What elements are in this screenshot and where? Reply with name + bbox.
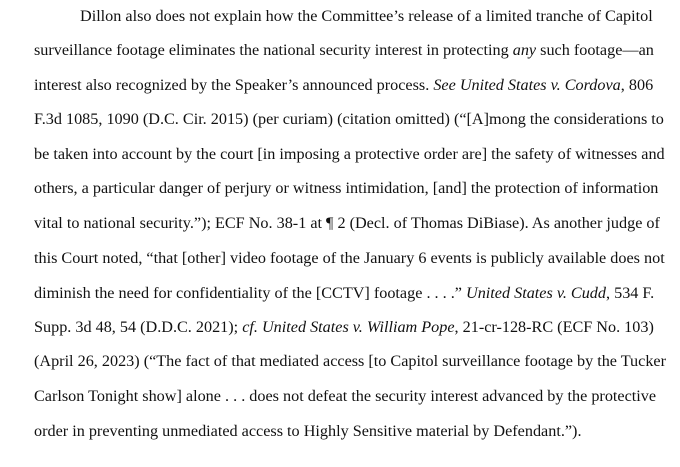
italic-text-run: cf. United States v. William Pope bbox=[242, 318, 455, 336]
text-run: , 21-cr-128-RC (ECF No. 103) bbox=[454, 318, 654, 336]
text-run: order in preventing unmediated access to Highly Sensitive material by Defendant.”). bbox=[34, 422, 582, 440]
text-line bbox=[34, 283, 654, 303]
text-line bbox=[34, 109, 664, 129]
text-line bbox=[80, 6, 653, 26]
text-run: be taken into account by the court [in imposing a protective order are] the safety of witnesses and bbox=[34, 145, 665, 163]
text-run: Dillon also does not explain how the Committee’s release of a limited tranche of Capitol bbox=[80, 7, 653, 25]
text-run: interest also recognized by the Speaker’s announced process. bbox=[34, 76, 434, 94]
text-line bbox=[34, 75, 653, 95]
text-line bbox=[34, 40, 654, 60]
text-line bbox=[34, 351, 666, 371]
text-run: surveillance footage eliminates the national security interest in protecting bbox=[34, 41, 513, 59]
text-line bbox=[34, 178, 658, 198]
text-run: (April 26, 2023) (“The fact of that mediated access [to Capitol surveillance footage by the Tucker bbox=[34, 352, 667, 370]
text-line bbox=[34, 248, 665, 268]
text-run: such footage—an bbox=[536, 41, 654, 59]
italic-text-run: United States v. Cudd bbox=[466, 284, 606, 302]
italic-text-run: any bbox=[512, 41, 537, 59]
text-run: vital to national security.”); ECF No. 38-1 at ¶ 2 (Decl. of Thomas DiBiase). As another judge of bbox=[34, 214, 660, 232]
text-run: others, a particular danger of perjury or witness intimidation, [and] the protection of information bbox=[34, 179, 659, 197]
text-run: this Court noted, “that [other] video footage of the January 6 events is publicly available does not bbox=[34, 249, 665, 267]
text-line bbox=[34, 144, 665, 164]
text-run: Supp. 3d 48, 54 (D.D.C. 2021); bbox=[34, 318, 243, 336]
text-line bbox=[34, 213, 660, 233]
italic-text-run: See United States v. Cordova bbox=[433, 76, 621, 94]
text-run: , 806 bbox=[620, 76, 654, 94]
text-run: Carlson Tonight show] alone . . . does not defeat the security interest advanced by the protective bbox=[34, 387, 657, 405]
text-line bbox=[34, 386, 656, 406]
text-line bbox=[34, 421, 582, 441]
text-run: diminish the need for confidentiality of the [CCTV] footage . . . .” bbox=[34, 284, 467, 302]
text-run: , 534 F. bbox=[606, 284, 655, 302]
text-run: F.3d 1085, 1090 (D.C. Cir. 2015) (per curiam) (citation omitted) (“[A]mong the considerations to bbox=[34, 110, 664, 128]
text-line bbox=[34, 317, 654, 337]
